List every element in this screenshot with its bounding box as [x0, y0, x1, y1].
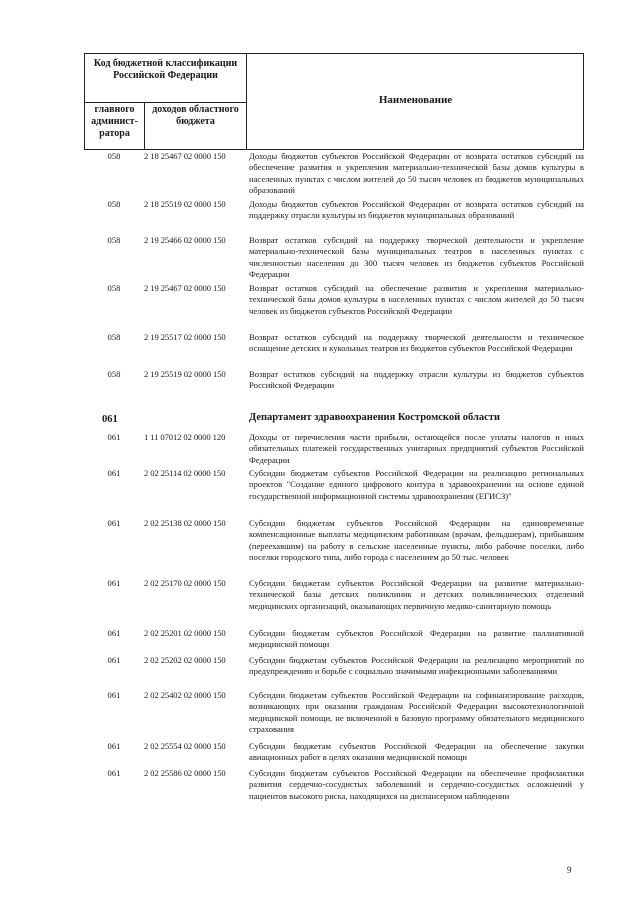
revenue-code: 2 19 25467 02 0000 150 [144, 283, 226, 293]
revenue-code: 2 02 25202 02 0000 150 [144, 655, 226, 665]
row-name: Субсидии бюджетам субъектов Российской Федерации на развитие паллиативной медицинской помощи [249, 628, 584, 650]
admin-code: 058 [107, 151, 121, 161]
header-revenue: доходов областного бюджета [152, 104, 239, 127]
row-name: Субсидии бюджетам субъектов Российской Федерации на реализацию региональных проектов "Создание единого цифрового контура в здравоохранении на основе единой государственной информационной системы здравоохранения (ЕГИСЗ)" [249, 468, 584, 501]
admin-code: 061 [107, 628, 121, 638]
revenue-code: 2 02 25201 02 0000 150 [144, 628, 226, 638]
row-name: Субсидии бюджетам субъектов Российской Федерации на обеспечение профилактики развития сердечно-сосудистых заболеваний и сердечно-сосудистых осложнений у пациентов высокого риска, находящихся на диспансерном наблюдении [249, 768, 584, 801]
admin-code: 058 [107, 332, 121, 342]
header-name: Наименование [378, 94, 453, 106]
revenue-code: 2 18 25519 02 0000 150 [144, 199, 226, 209]
revenue-code: 2 18 25467 02 0000 150 [144, 151, 226, 161]
row-name: Возврат остатков субсидий на поддержку творческой деятельности и техническое оснащение детских и кукольных театров из бюджетов субъектов Российской Федерации [249, 332, 584, 354]
row-name: Субсидии бюджетам субъектов Российской Федерации на софинансирование расходов, возникающих при оказании гражданам Российской Федерации высокотехнологичной медицинской помощи, не включенной в базовую программу обязательного медицинского страхования [249, 690, 584, 735]
header-code-group: Код бюджетной классификации Российской Федерации [93, 58, 238, 81]
row-name: Субсидии бюджетам субъектов Российской Федерации на реализацию мероприятий по предупреждению и борьбе с социально значимыми инфекционными заболеваниями [249, 655, 584, 677]
admin-code: 061 [107, 690, 121, 700]
admin-code: 058 [107, 369, 121, 379]
revenue-code: 2 19 25517 02 0000 150 [144, 332, 226, 342]
admin-code: 058 [107, 235, 121, 245]
admin-code: 061 [107, 468, 121, 478]
revenue-code: 2 02 25138 02 0000 150 [144, 518, 226, 528]
revenue-code: 2 19 25519 02 0000 150 [144, 369, 226, 379]
revenue-code: 2 19 25466 02 0000 150 [144, 235, 226, 245]
section-code: 061 [102, 414, 118, 425]
revenue-code: 2 02 25170 02 0000 150 [144, 578, 226, 588]
admin-code: 061 [107, 578, 121, 588]
admin-code: 061 [107, 741, 121, 751]
section-title: Департамент здравоохранения Костромской области [249, 412, 500, 423]
admin-code: 058 [107, 283, 121, 293]
row-name: Субсидии бюджетам субъектов Российской Федерации на единовременные компенсационные выплаты медицинским работникам (врачам, фельдшерам), прибывшим (переехавшим) на работу в сельские населенные пункты, либо рабочие поселки, либо поселки городского типа, либо города с населением до 50 тыс. человек [249, 518, 584, 563]
page-number: 9 [567, 865, 572, 875]
row-name: Возврат остатков субсидий на поддержку творческой деятельности и укрепление материально-технической базы муниципальных театров в населенных пунктах с численностью населения до 300 тысяч человек из бюджетов субъектов Российской Федерации [249, 235, 584, 280]
row-name: Субсидии бюджетам субъектов Российской Федерации на обеспечение закупки авиационных работ в целях оказания медицинской помощи [249, 741, 584, 763]
row-name: Доходы бюджетов субъектов Российской Федерации от возврата остатков субсидий на обеспечение развития и укрепления материально-технической базы домов культуры в населенных пунктах с числом жителей до 50 тысяч человек из бюджетов муниципальных образований [249, 151, 584, 196]
header-main-admin: главного админист-ратора [91, 104, 138, 139]
admin-code: 061 [107, 432, 121, 442]
row-name: Возврат остатков субсидий на поддержку отрасли культуры из бюджетов субъектов Российской Федерации [249, 369, 584, 391]
admin-code: 061 [107, 518, 121, 528]
table-header [84, 53, 584, 150]
revenue-code: 1 11 07012 02 0000 120 [144, 432, 226, 442]
admin-code: 058 [107, 199, 121, 209]
row-name: Возврат остатков субсидий на обеспечение развития и укрепления материально-технической базы домов культуры в населенных пунктах с числом жителей до 50 тысяч человек из бюджетов субъектов Российской Федерации [249, 283, 584, 316]
revenue-code: 2 02 25554 02 0000 150 [144, 741, 226, 751]
row-name: Доходы от перечисления части прибыли, остающейся после уплаты налогов и иных обязательных платежей государственных унитарных предприятий субъектов Российской Федерации [249, 432, 584, 465]
revenue-code: 2 02 25114 02 0000 150 [144, 468, 226, 478]
revenue-code: 2 02 25402 02 0000 150 [144, 690, 226, 700]
row-name: Субсидии бюджетам субъектов Российской Федерации на развитие материально-технической базы детских поликлиник и детских поликлинических отделений медицинских организаций, оказывающих первичную медико-санитарную помощь [249, 578, 584, 611]
row-name: Доходы бюджетов субъектов Российской Федерации от возврата остатков субсидий на поддержку отрасли культуры из бюджетов муниципальных образований [249, 199, 584, 221]
revenue-code: 2 02 25586 02 0000 150 [144, 768, 226, 778]
admin-code: 061 [107, 768, 121, 778]
admin-code: 061 [107, 655, 121, 665]
